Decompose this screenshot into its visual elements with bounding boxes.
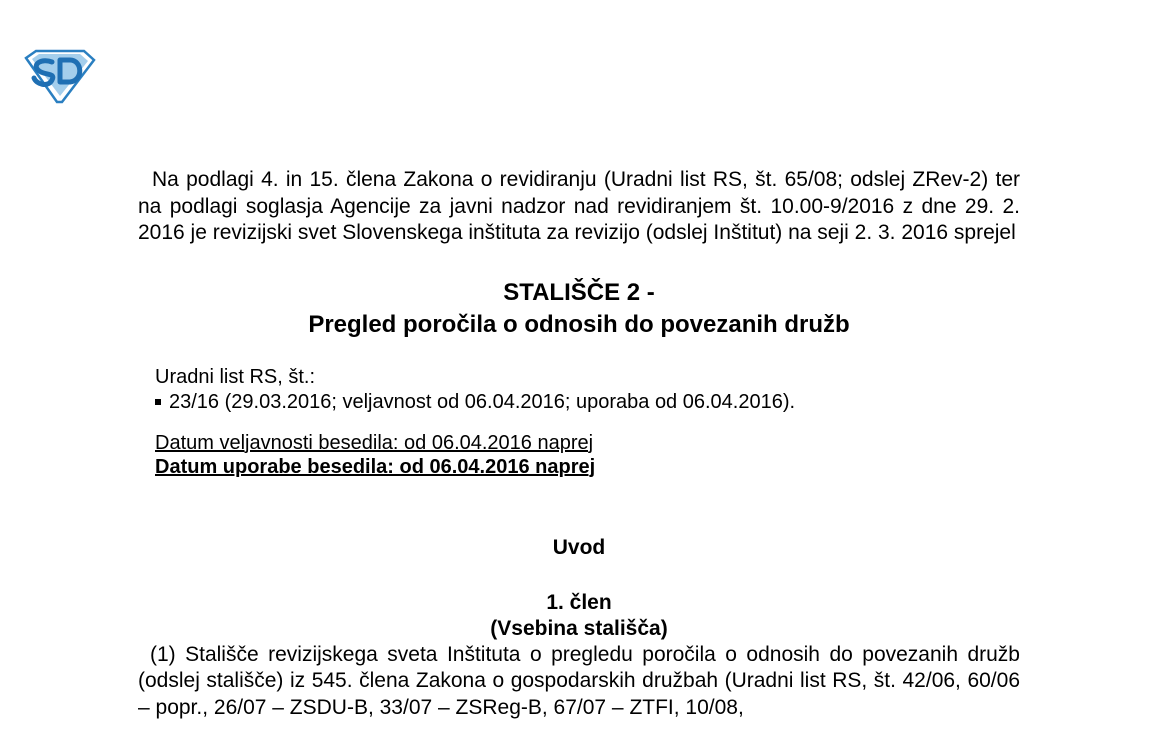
document-page xyxy=(138,167,1020,721)
title-line-1: STALIŠČE 2 - xyxy=(503,278,655,306)
gazette-block xyxy=(155,365,1020,415)
document-title xyxy=(138,277,1020,341)
dates-block xyxy=(155,431,1020,479)
gazette-item-text: 23/16 (29.03.2016; veljavnost od 06.04.2016; uporaba od 06.04.2016). xyxy=(169,390,796,413)
sd-logo-icon xyxy=(22,48,96,104)
article-heading: (Vsebina stališča) xyxy=(490,616,668,640)
intro-paragraph: Na podlagi 4. in 15. člena Zakona o revidiranju (Uradni list RS, št. 65/08; odslej ZRev-2) ter na podlagi soglasja Agencije za javni nadzor nad revidiranjem št. 10.00-9/2016 z dne 29. 2. 2016 je revizijski svet Slovenskega inštituta za revizijo (odslej Inštitut) na seji 2. 3. 2016 sprejel xyxy=(138,168,1020,244)
square-bullet-icon xyxy=(155,399,161,405)
article-paragraph: (1) Stališče revizijskega sveta Inštituta o pregledu poročila o odnosih do povezanih družb (odslej stališče) iz 545. člena Zakona o gospodarskih družbah (Uradni list RS, št. 42/06, 60/06 – popr., 26/07 – ZSDU-B, 33/07 – ZSReg-B, 67/07 – ZTFI, 10/08, xyxy=(138,642,1020,719)
title-line-2: Pregled poročila o odnosih do povezanih družb xyxy=(308,310,850,338)
gazette-label: Uradni list RS, št.: xyxy=(155,365,316,388)
section-heading: Uvod xyxy=(552,535,606,559)
gazette-item xyxy=(155,390,1020,415)
validity-date: Datum veljavnosti besedila: od 06.04.2016 naprej xyxy=(155,431,594,454)
article-header xyxy=(138,590,1020,642)
application-date: Datum uporabe besedila: od 06.04.2016 naprej xyxy=(155,455,596,478)
article-number: 1. člen xyxy=(546,590,612,614)
